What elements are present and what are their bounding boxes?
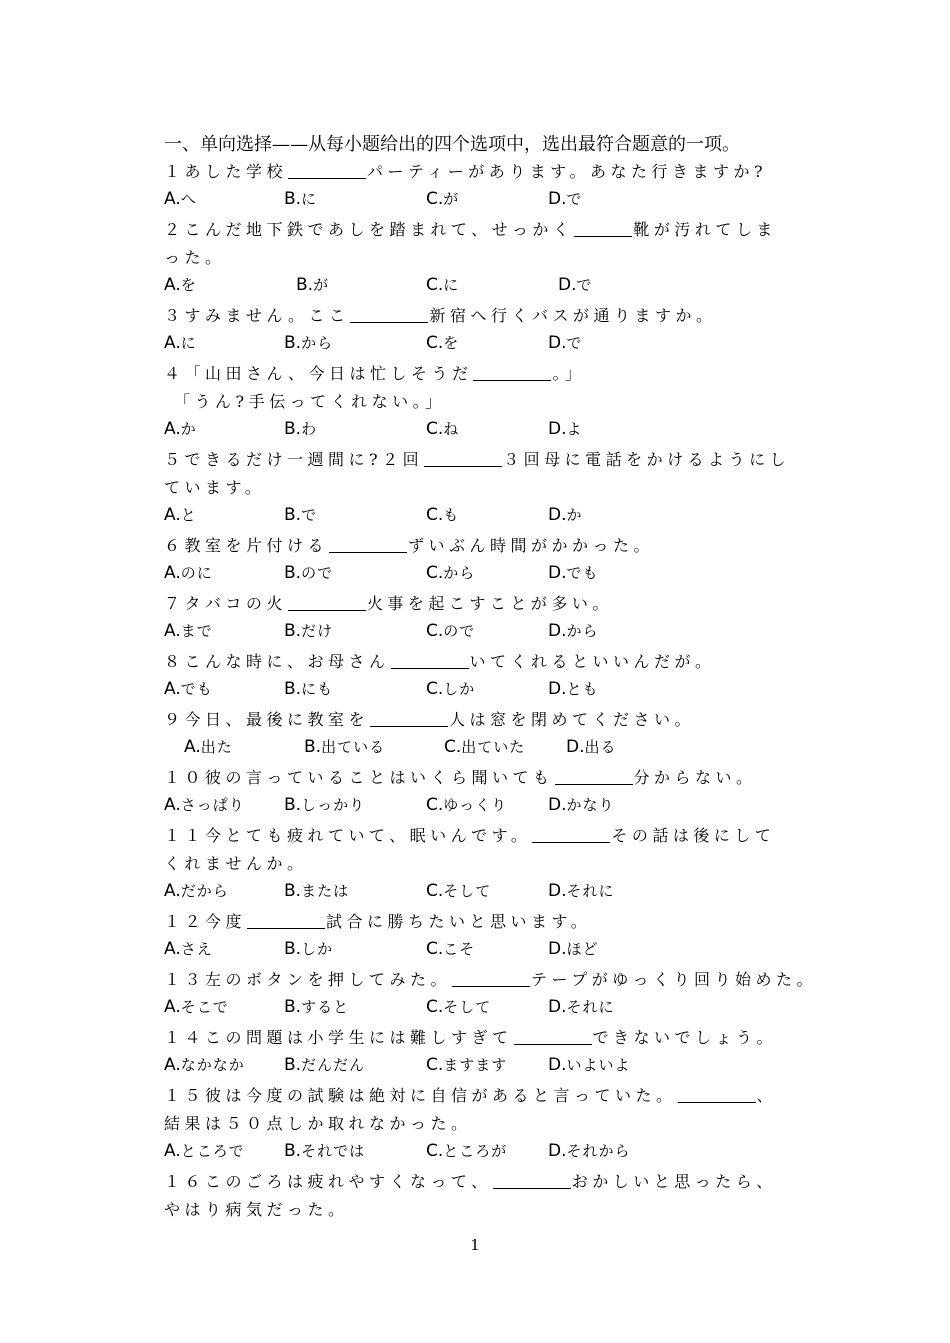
- option-a[interactable]: [164, 938, 213, 959]
- option-text: か: [180, 420, 197, 438]
- question-text: [164, 764, 794, 792]
- question-text-part: ８こんな時に、お母さん: [164, 652, 390, 671]
- question-text-part: １５彼は今度の試験は絶対に自信があると言っていた。: [164, 1086, 677, 1105]
- option-b[interactable]: [284, 418, 317, 439]
- options-row: [164, 734, 794, 764]
- option-letter: D.: [548, 1141, 567, 1161]
- option-letter: B.: [284, 621, 302, 641]
- option-c[interactable]: [426, 794, 507, 815]
- option-text: ほど: [566, 940, 599, 958]
- option-letter: D.: [548, 881, 567, 901]
- option-text: 出ていた: [461, 738, 526, 756]
- answer-blank: [424, 450, 502, 467]
- option-text: そして: [443, 882, 492, 900]
- option-text: でも: [566, 564, 599, 582]
- option-letter: D.: [548, 621, 567, 641]
- question-text: [164, 446, 794, 502]
- option-text: で: [301, 506, 318, 524]
- options-row: [164, 1138, 794, 1168]
- option-text: または: [301, 882, 350, 900]
- option-c[interactable]: [444, 736, 525, 757]
- option-a[interactable]: [164, 504, 197, 525]
- option-letter: B.: [284, 1141, 302, 1161]
- option-letter: A.: [164, 881, 181, 901]
- question-text-part: １３左のボタンを押してみた。: [164, 970, 452, 989]
- question-text-part: ５できるだけ一週間に?２回: [164, 450, 424, 469]
- option-text: と: [180, 506, 197, 524]
- option-text: だけ: [301, 622, 334, 640]
- option-a[interactable]: [164, 620, 213, 641]
- option-b[interactable]: [284, 794, 365, 815]
- option-letter: C.: [426, 997, 444, 1017]
- option-b[interactable]: [296, 274, 329, 295]
- option-letter: B.: [284, 939, 302, 959]
- option-a[interactable]: [164, 678, 213, 699]
- option-a[interactable]: [164, 996, 229, 1017]
- option-letter: D.: [558, 275, 577, 295]
- page-number: 1: [470, 1236, 480, 1254]
- option-letter: C.: [426, 275, 444, 295]
- option-letter: D.: [548, 505, 567, 525]
- option-letter: C.: [426, 189, 444, 209]
- option-letter: B.: [284, 563, 302, 583]
- option-d[interactable]: [566, 736, 617, 757]
- option-letter: A.: [164, 939, 181, 959]
- option-b[interactable]: [284, 678, 333, 699]
- option-letter: D.: [548, 419, 567, 439]
- option-letter: A.: [164, 333, 181, 353]
- option-c[interactable]: [426, 996, 491, 1017]
- options-row: [164, 416, 794, 446]
- question-text-part: ３回母に電話をかけるようにしています。: [164, 450, 791, 497]
- option-text: を: [443, 334, 460, 352]
- question-text: [164, 590, 794, 618]
- option-d[interactable]: [548, 1140, 631, 1161]
- option-text: そこで: [180, 998, 229, 1016]
- option-letter: D.: [548, 1055, 567, 1075]
- question-text: [164, 158, 794, 186]
- question-text-part: ７タバコの火: [164, 594, 287, 613]
- answer-blank: [574, 220, 632, 237]
- answer-blank: [329, 536, 407, 553]
- option-d[interactable]: [548, 996, 615, 1017]
- option-text: それから: [566, 1142, 631, 1160]
- option-d[interactable]: [548, 332, 583, 353]
- question-text-part: 新宿へ行くバスが通りますか。: [429, 306, 717, 325]
- option-text: のに: [180, 564, 213, 582]
- option-text: よ: [566, 420, 583, 438]
- question-text: [164, 532, 794, 560]
- option-b[interactable]: [284, 1140, 365, 1161]
- option-letter: A.: [164, 1055, 181, 1075]
- option-letter: C.: [426, 881, 444, 901]
- question-text-part: その話は後にしてくれませんか。: [164, 826, 776, 873]
- option-c[interactable]: [426, 678, 475, 699]
- option-b[interactable]: [284, 504, 317, 525]
- question-text-part: １１今とても疲れていて、眠いんです。: [164, 826, 532, 845]
- option-letter: C.: [426, 679, 444, 699]
- answer-blank: [493, 1172, 571, 1189]
- option-text: 出ている: [321, 738, 386, 756]
- option-letter: B.: [284, 881, 302, 901]
- question-list: [164, 134, 818, 1224]
- option-a[interactable]: [164, 562, 213, 583]
- answer-blank: [678, 1086, 756, 1103]
- option-letter: A.: [164, 795, 181, 815]
- option-d[interactable]: [558, 274, 593, 295]
- option-text: そして: [443, 998, 492, 1016]
- option-d[interactable]: [548, 620, 599, 641]
- option-text: だんだん: [301, 1056, 366, 1074]
- option-a[interactable]: [164, 188, 197, 209]
- option-a[interactable]: [164, 274, 197, 295]
- option-letter: B.: [284, 1055, 302, 1075]
- option-text: しか: [301, 940, 334, 958]
- question-text-part: パーティーがあります。あなた行きますか?: [367, 162, 768, 181]
- option-text: 出る: [584, 738, 617, 756]
- option-b[interactable]: [284, 188, 317, 209]
- option-b[interactable]: [284, 332, 333, 353]
- options-row: [164, 502, 794, 532]
- option-letter: A.: [164, 275, 181, 295]
- answer-blank: [473, 364, 551, 381]
- question-text: [164, 1168, 794, 1224]
- option-text: かなり: [566, 796, 615, 814]
- options-row: [164, 936, 794, 966]
- option-b[interactable]: [284, 1054, 365, 1075]
- question-text-continuation: 「うん?手伝ってくれない。」: [174, 392, 446, 411]
- option-b[interactable]: [304, 736, 385, 757]
- option-text: とも: [566, 680, 599, 698]
- option-text: も: [443, 506, 460, 524]
- option-text: それに: [566, 998, 615, 1016]
- question-text: [164, 908, 794, 936]
- option-letter: B.: [304, 737, 322, 757]
- answer-blank: [247, 912, 325, 929]
- option-d[interactable]: [548, 562, 599, 583]
- question-text-part: ずいぶん時間がかかった。: [408, 536, 655, 555]
- option-text: を: [180, 276, 197, 294]
- option-text: から: [443, 564, 476, 582]
- option-letter: C.: [426, 939, 444, 959]
- question-text-part: ２こんだ地下鉄であしを踏まれて、せっかく: [164, 220, 574, 239]
- question-text-part: 、結果は５０点しか取れなかった。: [164, 1086, 778, 1133]
- question-text: [164, 648, 794, 676]
- question-text: [164, 360, 794, 388]
- option-text: さっぱり: [180, 796, 245, 814]
- question-text-part: ６教室を片付ける: [164, 536, 329, 555]
- option-c[interactable]: [426, 938, 475, 959]
- option-a[interactable]: [164, 418, 197, 439]
- option-c[interactable]: [426, 620, 475, 641]
- question-text-part: １あした学校: [164, 162, 288, 181]
- question-text-part: 靴が汚れてしまった。: [164, 220, 777, 267]
- option-d[interactable]: [548, 1054, 631, 1075]
- option-d[interactable]: [548, 880, 615, 901]
- option-text: ね: [443, 420, 460, 438]
- option-letter: A.: [164, 679, 181, 699]
- option-c[interactable]: [426, 880, 491, 901]
- option-c[interactable]: [426, 274, 459, 295]
- option-letter: C.: [426, 795, 444, 815]
- option-text: から: [566, 622, 599, 640]
- option-text: に: [301, 190, 318, 208]
- question-text-part: ３すみません。ここ: [164, 306, 350, 325]
- option-d[interactable]: [548, 938, 599, 959]
- option-letter: C.: [426, 333, 444, 353]
- question-text: [164, 302, 794, 330]
- option-text: に: [443, 276, 460, 294]
- option-c[interactable]: [426, 418, 459, 439]
- option-letter: C.: [426, 621, 444, 641]
- answer-blank: [288, 162, 366, 179]
- option-letter: D.: [548, 939, 567, 959]
- option-text: なかなか: [180, 1056, 245, 1074]
- option-letter: B.: [296, 275, 314, 295]
- question-text-part: １０彼の言っていることはいくら聞いても: [164, 768, 554, 787]
- option-letter: B.: [284, 679, 302, 699]
- question-text-part: 人は窓を閉めてください。: [449, 710, 696, 729]
- option-c[interactable]: [426, 1140, 507, 1161]
- option-text: すると: [301, 998, 350, 1016]
- option-letter: B.: [284, 505, 302, 525]
- option-letter: A.: [164, 1141, 181, 1161]
- option-d[interactable]: [548, 678, 599, 699]
- question-text: [164, 706, 794, 734]
- question-text-part: できないでしょう。: [592, 1028, 778, 1047]
- answer-blank: [514, 1028, 592, 1045]
- question-text-part: いてくれるといいんだが。: [469, 652, 716, 671]
- option-letter: D.: [548, 679, 567, 699]
- option-letter: A.: [164, 419, 181, 439]
- options-row: [164, 330, 794, 360]
- options-row: [164, 272, 794, 302]
- option-c[interactable]: [426, 332, 459, 353]
- option-text: まで: [180, 622, 213, 640]
- answer-blank: [532, 826, 610, 843]
- option-d[interactable]: [548, 188, 583, 209]
- option-text: さえ: [180, 940, 213, 958]
- option-c[interactable]: [426, 1054, 507, 1075]
- question-text-part: １６このごろは疲れやすくなって、: [164, 1172, 492, 1191]
- option-a[interactable]: [164, 880, 229, 901]
- question-text: [164, 966, 818, 994]
- option-letter: A.: [164, 505, 181, 525]
- option-a[interactable]: [184, 736, 233, 757]
- question-text: [164, 216, 794, 272]
- option-letter: C.: [426, 419, 444, 439]
- option-text: しっかり: [301, 796, 366, 814]
- option-b[interactable]: [284, 620, 333, 641]
- option-letter: B.: [284, 419, 302, 439]
- option-a[interactable]: [164, 1140, 245, 1161]
- option-b[interactable]: [284, 996, 349, 1017]
- answer-blank: [370, 710, 448, 727]
- option-text: で: [576, 276, 593, 294]
- option-text: ので: [443, 622, 476, 640]
- question-text-part: 分からない。: [633, 768, 757, 787]
- option-d[interactable]: [548, 418, 583, 439]
- options-row: [164, 676, 794, 706]
- option-letter: D.: [548, 333, 567, 353]
- option-text: こそ: [443, 940, 476, 958]
- question-text-part: １４この問題は小学生には難しすぎて: [164, 1028, 513, 1047]
- option-text: ところで: [180, 1142, 245, 1160]
- section-heading: 一、单向选择——从每小题给出的四个选项中，选出最符合题意的一项。: [164, 134, 740, 155]
- option-letter: B.: [284, 795, 302, 815]
- options-row: [164, 560, 794, 590]
- option-text: 出た: [200, 738, 233, 756]
- question-text-part: テープがゆっくり回り始めた。: [531, 970, 818, 989]
- option-letter: A.: [184, 737, 201, 757]
- option-text: しか: [443, 680, 476, 698]
- options-row: [164, 792, 794, 822]
- option-text: ところが: [443, 1142, 508, 1160]
- option-letter: D.: [548, 563, 567, 583]
- options-row: [164, 1052, 794, 1082]
- option-d[interactable]: [548, 504, 583, 525]
- option-text: で: [566, 190, 583, 208]
- option-text: それでは: [301, 1142, 366, 1160]
- option-letter: D.: [548, 997, 567, 1017]
- option-letter: A.: [164, 189, 181, 209]
- option-letter: B.: [284, 997, 302, 1017]
- option-text: わ: [301, 420, 318, 438]
- question-text-part: 火事を起こすことが多い。: [366, 594, 613, 613]
- answer-blank: [452, 970, 530, 987]
- option-b[interactable]: [284, 938, 333, 959]
- question-text-part: 。」: [552, 364, 586, 383]
- option-text: へ: [180, 190, 197, 208]
- option-text: ゆっくり: [443, 796, 508, 814]
- question-text-part: ９今日、最後に教室を: [164, 710, 370, 729]
- question-text-part: ４「山田さん、今日は忙しそうだ: [164, 364, 473, 383]
- option-a[interactable]: [164, 794, 245, 815]
- answer-blank: [288, 594, 366, 611]
- option-letter: C.: [426, 1055, 444, 1075]
- option-text: にも: [301, 680, 334, 698]
- option-b[interactable]: [284, 880, 349, 901]
- option-letter: B.: [284, 189, 302, 209]
- option-letter: C.: [444, 737, 462, 757]
- option-letter: A.: [164, 997, 181, 1017]
- option-letter: C.: [426, 563, 444, 583]
- options-row: [164, 994, 794, 1024]
- option-text: それに: [566, 882, 615, 900]
- option-letter: A.: [164, 563, 181, 583]
- option-d[interactable]: [548, 794, 615, 815]
- answer-blank: [350, 306, 428, 323]
- option-a[interactable]: [164, 1054, 245, 1075]
- answer-blank: [555, 768, 633, 785]
- question-text: [164, 1024, 794, 1052]
- question-text: [164, 822, 794, 878]
- option-text: で: [566, 334, 583, 352]
- option-a[interactable]: [164, 332, 197, 353]
- option-text: か: [566, 506, 583, 524]
- question-text: [164, 1082, 794, 1138]
- option-text: でも: [180, 680, 213, 698]
- option-text: ますます: [443, 1056, 508, 1074]
- option-c[interactable]: [426, 188, 459, 209]
- answer-blank: [391, 652, 469, 669]
- option-letter: A.: [164, 621, 181, 641]
- option-c[interactable]: [426, 562, 475, 583]
- option-letter: C.: [426, 1141, 444, 1161]
- options-row: [164, 878, 794, 908]
- option-text: から: [301, 334, 334, 352]
- options-row: [164, 186, 794, 216]
- option-text: いよいよ: [566, 1056, 631, 1074]
- question-text-part: １２今度: [164, 912, 247, 931]
- options-row: [164, 618, 794, 648]
- option-letter: B.: [284, 333, 302, 353]
- option-text: に: [180, 334, 197, 352]
- option-letter: D.: [548, 189, 567, 209]
- option-letter: C.: [426, 505, 444, 525]
- question-text-part: おかしいと思ったら、やはり病気だった。: [164, 1172, 777, 1219]
- option-text: が: [313, 276, 330, 294]
- option-letter: D.: [548, 795, 567, 815]
- option-text: が: [443, 190, 460, 208]
- option-text: だから: [180, 882, 229, 900]
- option-letter: D.: [566, 737, 585, 757]
- option-b[interactable]: [284, 562, 333, 583]
- option-text: ので: [301, 564, 334, 582]
- question-text-part: 試合に勝ちたいと思います。: [326, 912, 592, 931]
- option-c[interactable]: [426, 504, 459, 525]
